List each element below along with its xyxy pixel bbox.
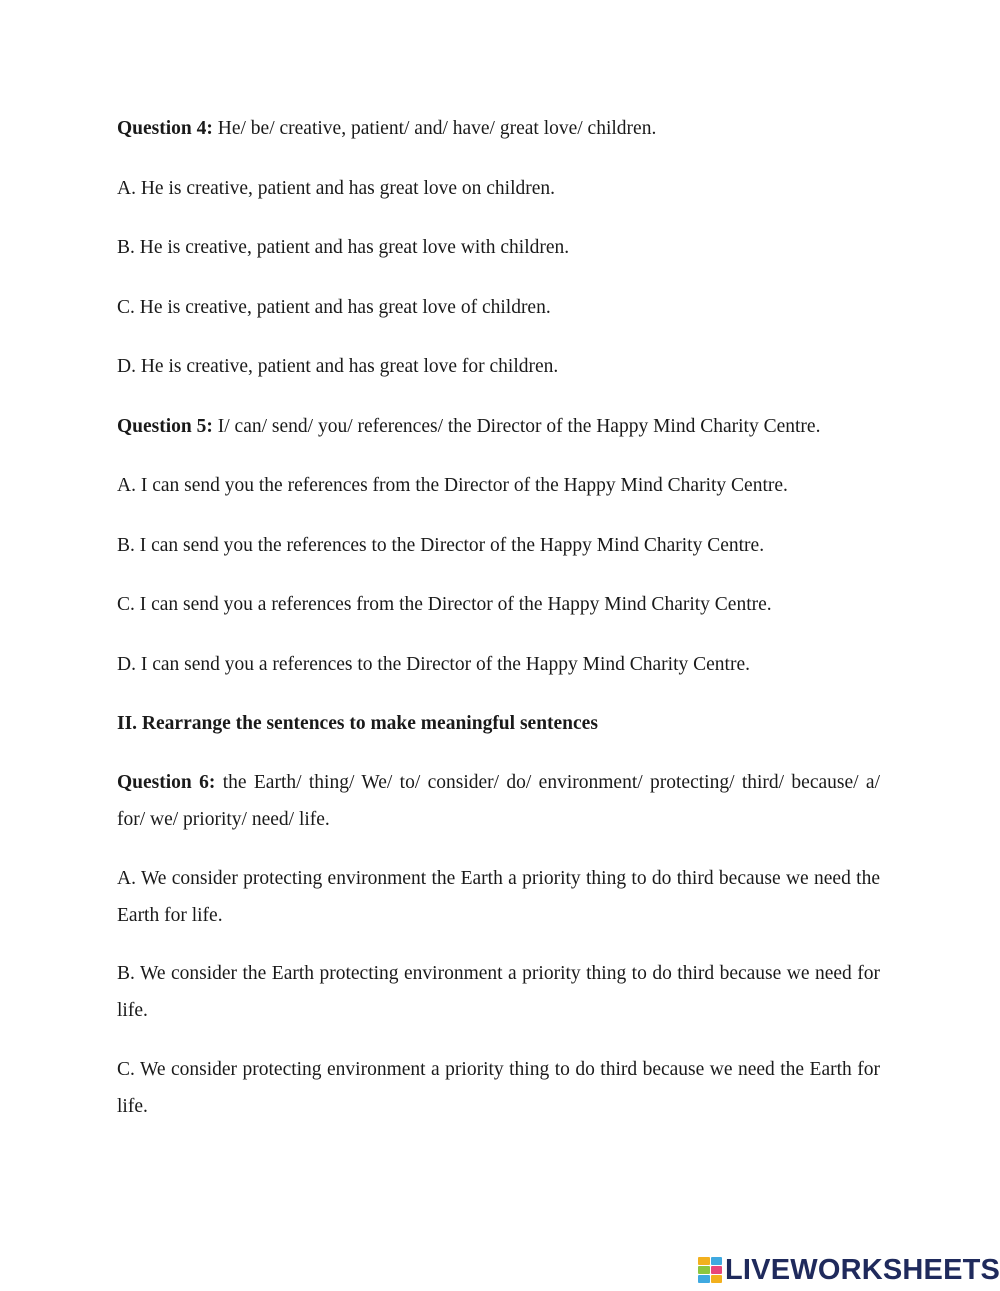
- question-4: [117, 110, 880, 147]
- question-6-option-b: B. We consider the Earth protecting environment a priority thing to do third because we need for life.: [117, 963, 880, 1021]
- question-4-option-d: D. He is creative, patient and has great love for children.: [117, 356, 559, 377]
- question-5-option-c: C. I can send you a references from the Director of the Happy Mind Charity Centre.: [117, 594, 772, 615]
- liveworksheets-logo-icon: [698, 1257, 722, 1283]
- question-4-prompt: He/ be/ creative, patient/ and/ have/ great love/ children.: [212, 118, 657, 139]
- question-4-option-a: A. He is creative, patient and has great love on children.: [117, 178, 556, 199]
- question-5-option-d: D. I can send you a references to the Director of the Happy Mind Charity Centre.: [117, 654, 750, 675]
- question-6-label: Question 6:: [117, 772, 216, 793]
- question-6-option-c: C. We consider protecting environment a priority thing to do third because we need the Earth for life.: [117, 1059, 880, 1117]
- liveworksheets-wordmark: LIVEWORKSHEETS: [725, 1253, 1000, 1286]
- question-6-option-a: A. We consider protecting environment the Earth a priority thing to do third because we need the Earth for life.: [117, 868, 880, 926]
- question-4-option-c: C. He is creative, patient and has great love of children.: [117, 297, 551, 318]
- question-6-prompt: the Earth/ thing/ We/ to/ consider/ do/ environment/ protecting/ third/ because/ a/ for/ we/ priority/ need/ life.: [117, 772, 880, 830]
- question-5-prompt: I/ can/ send/ you/ references/ the Director of the Happy Mind Charity Centre.: [212, 416, 821, 437]
- question-5-option-a: A. I can send you the references from the Director of the Happy Mind Charity Centre.: [117, 475, 788, 496]
- question-4-label: Question 4:: [117, 118, 213, 139]
- question-5-label: Question 5:: [117, 416, 213, 437]
- question-5-option-b: B. I can send you the references to the Director of the Happy Mind Charity Centre.: [117, 535, 765, 556]
- liveworksheets-brand: [698, 1255, 1000, 1285]
- question-4-option-b: B. He is creative, patient and has great love with children.: [117, 237, 570, 258]
- section-heading: II. Rearrange the sentences to make meaningful sentences: [117, 713, 598, 734]
- question-5: [117, 408, 880, 445]
- question-6: [117, 764, 880, 838]
